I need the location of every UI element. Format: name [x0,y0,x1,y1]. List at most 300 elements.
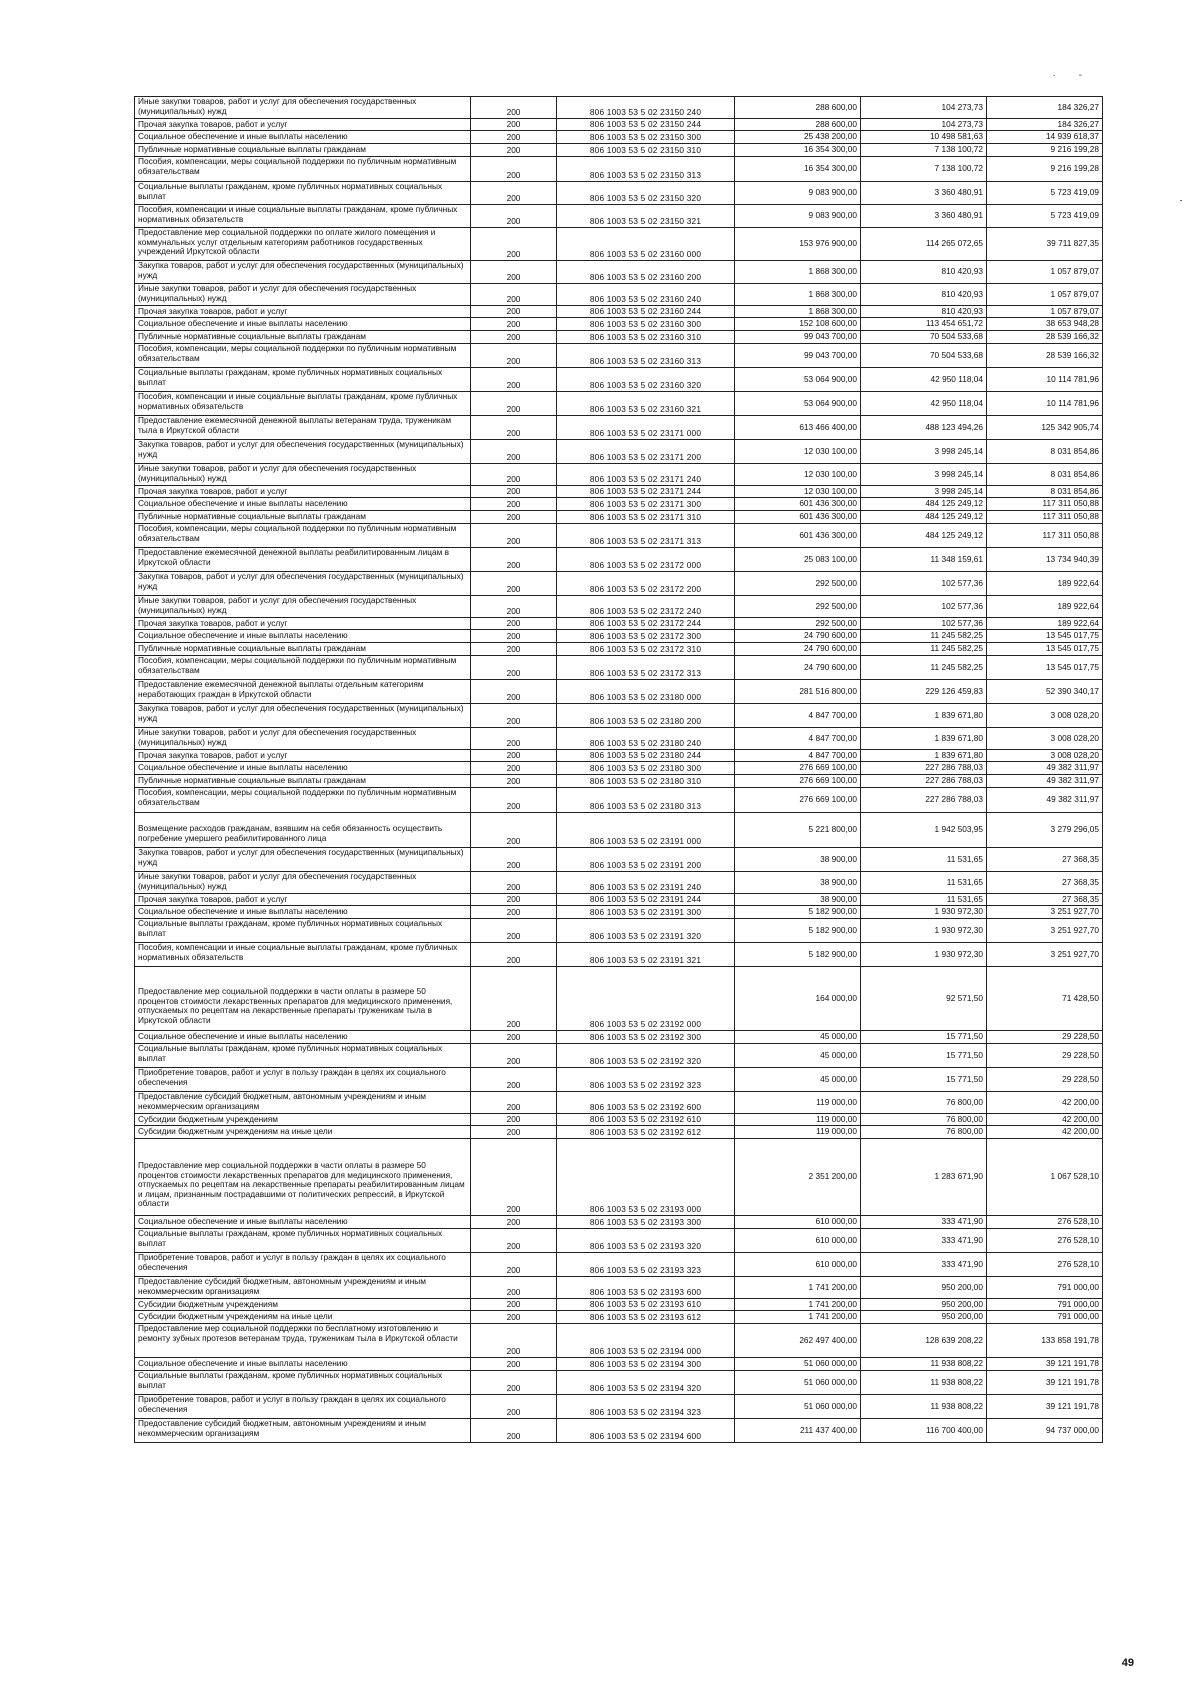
cell-executed-amount: 11 245 582,25 [861,656,987,680]
cell-remaining-amount: 3 008 028,20 [987,750,1103,762]
table-row [135,872,1103,894]
cell-expenditure-name: Предоставление мер социальной поддержки в части оплаты в размере 50 процентов стоимости лекарственных препаратов для медицинского применения, отпускаемых по рецептам на лекарственные препараты труженикам тыла в Иркутской области [135,967,471,1031]
cell-line-code: 200 [471,1126,557,1139]
cell-executed-amount: 333 471,90 [861,1216,987,1229]
cell-approved-amount: 25 083 100,00 [735,548,861,572]
cell-expenditure-name: Закупка товаров, работ и услуг для обеспечения государственных (муниципальных) нужд [135,848,471,872]
cell-line-code: 200 [471,906,557,919]
cell-executed-amount: 1 930 972,30 [861,919,987,943]
cell-remaining-amount: 791 000,00 [987,1299,1103,1311]
cell-expenditure-name: Предоставление ежемесячной денежной выплаты отдельным категориям неработающих граждан в Иркутской области [135,680,471,704]
cell-line-code: 200 [471,182,557,205]
cell-expenditure-name: Предоставление субсидий бюджетным, автономным учреждениям и иным некоммерческим организациям [135,1092,471,1114]
cell-approved-amount: 262 497 400,00 [735,1324,861,1358]
cell-remaining-amount: 9 216 199,28 [987,144,1103,157]
table-row [135,131,1103,144]
cell-approved-amount: 1 868 300,00 [735,306,861,318]
cell-approved-amount: 5 182 900,00 [735,919,861,943]
cell-line-code: 200 [471,1253,557,1277]
cell-line-code: 200 [471,368,557,392]
cell-approved-amount: 610 000,00 [735,1253,861,1277]
cell-line-code: 200 [471,344,557,368]
cell-line-code: 200 [471,1419,557,1443]
cell-executed-amount: 1 942 503,95 [861,813,987,848]
cell-line-code: 200 [471,464,557,486]
cell-remaining-amount: 3 008 028,20 [987,728,1103,750]
table-row [135,596,1103,618]
table-row [135,630,1103,643]
table-row [135,498,1103,511]
cell-executed-amount: 92 571,50 [861,967,987,1031]
table-row [135,306,1103,318]
cell-executed-amount: 1 930 972,30 [861,943,987,967]
cell-line-code: 200 [471,1311,557,1324]
cell-remaining-amount: 10 114 781,96 [987,392,1103,416]
cell-approved-amount: 38 900,00 [735,848,861,872]
cell-line-code: 200 [471,1358,557,1371]
cell-remaining-amount: 39 711 827,35 [987,228,1103,261]
table-row [135,813,1103,848]
table-row [135,906,1103,919]
cell-line-code: 200 [471,704,557,728]
cell-approved-amount: 119 000,00 [735,1126,861,1139]
cell-executed-amount: 7 138 100,72 [861,144,987,157]
cell-executed-amount: 102 577,36 [861,572,987,596]
cell-expenditure-name: Социальные выплаты гражданам, кроме публичных нормативных социальных выплат [135,1371,471,1395]
cell-budget-classification-code: 806 1003 53 5 02 23193 610 [557,1299,735,1311]
cell-expenditure-name: Закупка товаров, работ и услуг для обеспечения государственных (муниципальных) нужд [135,440,471,464]
cell-remaining-amount: 3 008 028,20 [987,704,1103,728]
cell-executed-amount: 76 800,00 [861,1126,987,1139]
cell-executed-amount: 1 839 671,80 [861,750,987,762]
cell-approved-amount: 24 790 600,00 [735,630,861,643]
cell-approved-amount: 601 436 300,00 [735,511,861,524]
cell-remaining-amount: 8 031 854,86 [987,440,1103,464]
cell-line-code: 200 [471,440,557,464]
cell-budget-classification-code: 806 1003 53 5 02 23194 320 [557,1371,735,1395]
cell-budget-classification-code: 806 1003 53 5 02 23192 612 [557,1126,735,1139]
table-row [135,464,1103,486]
cell-budget-classification-code: 806 1003 53 5 02 23171 310 [557,511,735,524]
cell-executed-amount: 104 273,73 [861,97,987,119]
cell-line-code: 200 [471,872,557,894]
cell-remaining-amount: 276 528,10 [987,1253,1103,1277]
cell-remaining-amount: 94 737 000,00 [987,1419,1103,1443]
table-row [135,1031,1103,1044]
table-row [135,788,1103,813]
cell-expenditure-name: Предоставление субсидий бюджетным, автономным учреждениям и иным некоммерческим организациям [135,1419,471,1443]
cell-budget-classification-code: 806 1003 53 5 02 23180 240 [557,728,735,750]
cell-line-code: 200 [471,1299,557,1311]
cell-line-code: 200 [471,486,557,498]
cell-approved-amount: 211 437 400,00 [735,1419,861,1443]
cell-approved-amount: 9 083 900,00 [735,182,861,205]
cell-expenditure-name: Предоставление мер социальной поддержки в части оплаты в размере 50 процентов стоимости лекарственных препаратов для медицинского применения, отпускаемых по рецептам на лекарственные препараты реабилитированным лицам и лицам, признанным пострадавшими от политических репрессий, в Иркутской области [135,1139,471,1216]
cell-approved-amount: 1 741 200,00 [735,1311,861,1324]
table-row [135,524,1103,548]
cell-executed-amount: 11 938 808,22 [861,1371,987,1395]
cell-remaining-amount: 9 216 199,28 [987,157,1103,182]
cell-line-code: 200 [471,392,557,416]
cell-line-code: 200 [471,119,557,131]
cell-expenditure-name: Иные закупки товаров, работ и услуг для обеспечения государственных (муниципальных) нужд [135,284,471,306]
cell-remaining-amount: 791 000,00 [987,1277,1103,1299]
table-row [135,762,1103,775]
cell-executed-amount: 810 420,93 [861,306,987,318]
cell-executed-amount: 11 531,65 [861,894,987,906]
cell-remaining-amount: 791 000,00 [987,1311,1103,1324]
cell-approved-amount: 53 064 900,00 [735,392,861,416]
cell-approved-amount: 119 000,00 [735,1092,861,1114]
table-row [135,1092,1103,1114]
cell-line-code: 200 [471,967,557,1031]
cell-remaining-amount: 27 368,35 [987,894,1103,906]
table-row [135,643,1103,656]
cell-remaining-amount: 117 311 050,88 [987,511,1103,524]
cell-budget-classification-code: 806 1003 53 5 02 23191 244 [557,894,735,906]
cell-expenditure-name: Субсидии бюджетным учреждениям [135,1114,471,1126]
cell-remaining-amount: 189 922,64 [987,618,1103,630]
cell-approved-amount: 25 438 200,00 [735,131,861,144]
cell-approved-amount: 45 000,00 [735,1044,861,1068]
cell-budget-classification-code: 806 1003 53 5 02 23160 320 [557,368,735,392]
cell-budget-classification-code: 806 1003 53 5 02 23194 600 [557,1419,735,1443]
cell-expenditure-name: Пособия, компенсации, меры социальной поддержки по публичным нормативным обязательствам [135,344,471,368]
cell-expenditure-name: Предоставление ежемесячной денежной выплаты реабилитированным лицам в Иркутской области [135,548,471,572]
cell-approved-amount: 152 108 600,00 [735,318,861,331]
cell-budget-classification-code: 806 1003 53 5 02 23193 323 [557,1253,735,1277]
cell-budget-classification-code: 806 1003 53 5 02 23172 244 [557,618,735,630]
cell-remaining-amount: 13 734 940,39 [987,548,1103,572]
cell-approved-amount: 288 600,00 [735,119,861,131]
cell-executed-amount: 484 125 249,12 [861,524,987,548]
cell-executed-amount: 15 771,50 [861,1031,987,1044]
cell-budget-classification-code: 806 1003 53 5 02 23191 000 [557,813,735,848]
cell-line-code: 200 [471,1044,557,1068]
cell-budget-classification-code: 806 1003 53 5 02 23160 300 [557,318,735,331]
cell-budget-classification-code: 806 1003 53 5 02 23171 313 [557,524,735,548]
cell-executed-amount: 11 348 159,61 [861,548,987,572]
table-row [135,331,1103,344]
cell-budget-classification-code: 806 1003 53 5 02 23194 323 [557,1395,735,1419]
cell-expenditure-name: Предоставление мер социальной поддержки по оплате жилого помещения и коммунальных услуг отдельным категориям работников государственных учреждений Иркутской области [135,228,471,261]
cell-budget-classification-code: 806 1003 53 5 02 23172 313 [557,656,735,680]
table-row [135,1324,1103,1358]
cell-approved-amount: 38 900,00 [735,894,861,906]
cell-line-code: 200 [471,1092,557,1114]
cell-expenditure-name: Пособия, компенсации, меры социальной поддержки по публичным нормативным обязательствам [135,157,471,182]
cell-executed-amount: 3 360 480,91 [861,182,987,205]
table-row [135,1229,1103,1253]
cell-budget-classification-code: 806 1003 53 5 02 23150 321 [557,205,735,228]
cell-approved-amount: 288 600,00 [735,97,861,119]
cell-budget-classification-code: 806 1003 53 5 02 23192 300 [557,1031,735,1044]
cell-budget-classification-code: 806 1003 53 5 02 23160 321 [557,392,735,416]
cell-budget-classification-code: 806 1003 53 5 02 23193 000 [557,1139,735,1216]
cell-remaining-amount: 276 528,10 [987,1216,1103,1229]
cell-budget-classification-code: 806 1003 53 5 02 23192 323 [557,1068,735,1092]
cell-remaining-amount: 3 279 296,05 [987,813,1103,848]
cell-executed-amount: 11 531,65 [861,848,987,872]
cell-expenditure-name: Закупка товаров, работ и услуг для обеспечения государственных (муниципальных) нужд [135,572,471,596]
cell-remaining-amount: 71 428,50 [987,967,1103,1031]
cell-budget-classification-code: 806 1003 53 5 02 23193 320 [557,1229,735,1253]
cell-executed-amount: 114 265 072,65 [861,228,987,261]
cell-approved-amount: 51 060 000,00 [735,1395,861,1419]
cell-executed-amount: 227 286 788,03 [861,775,987,788]
corner-mark: · - [1052,70,1092,81]
cell-approved-amount: 24 790 600,00 [735,656,861,680]
cell-remaining-amount: 184 326,27 [987,119,1103,131]
cell-approved-amount: 45 000,00 [735,1068,861,1092]
cell-approved-amount: 4 847 700,00 [735,704,861,728]
cell-budget-classification-code: 806 1003 53 5 02 23150 240 [557,97,735,119]
cell-line-code: 200 [471,1371,557,1395]
cell-expenditure-name: Публичные нормативные социальные выплаты гражданам [135,643,471,656]
cell-budget-classification-code: 806 1003 53 5 02 23171 244 [557,486,735,498]
cell-line-code: 200 [471,228,557,261]
cell-remaining-amount: 28 539 166,32 [987,331,1103,344]
cell-remaining-amount: 42 200,00 [987,1092,1103,1114]
cell-budget-classification-code: 806 1003 53 5 02 23192 610 [557,1114,735,1126]
cell-approved-amount: 613 466 400,00 [735,416,861,440]
cell-executed-amount: 229 126 459,83 [861,680,987,704]
cell-budget-classification-code: 806 1003 53 5 02 23171 300 [557,498,735,511]
cell-remaining-amount: 8 031 854,86 [987,464,1103,486]
cell-executed-amount: 3 360 480,91 [861,205,987,228]
cell-approved-amount: 1 741 200,00 [735,1277,861,1299]
cell-expenditure-name: Социальное обеспечение и иные выплаты населению [135,318,471,331]
cell-remaining-amount: 8 031 854,86 [987,486,1103,498]
cell-remaining-amount: 1 067 528,10 [987,1139,1103,1216]
table-row [135,144,1103,157]
cell-budget-classification-code: 806 1003 53 5 02 23180 313 [557,788,735,813]
cell-approved-amount: 16 354 300,00 [735,157,861,182]
cell-line-code: 200 [471,680,557,704]
cell-remaining-amount: 29 228,50 [987,1044,1103,1068]
cell-expenditure-name: Иные закупки товаров, работ и услуг для обеспечения государственных (муниципальных) нужд [135,872,471,894]
cell-line-code: 200 [471,261,557,284]
cell-executed-amount: 102 577,36 [861,596,987,618]
cell-executed-amount: 484 125 249,12 [861,511,987,524]
cell-remaining-amount: 3 251 927,70 [987,943,1103,967]
scan-edge-tick [1180,200,1182,201]
cell-expenditure-name: Иные закупки товаров, работ и услуг для обеспечения государственных (муниципальных) нужд [135,97,471,119]
cell-expenditure-name: Социальные выплаты гражданам, кроме публичных нормативных социальных выплат [135,1044,471,1068]
cell-line-code: 200 [471,919,557,943]
cell-remaining-amount: 27 368,35 [987,872,1103,894]
cell-budget-classification-code: 806 1003 53 5 02 23160 240 [557,284,735,306]
cell-budget-classification-code: 806 1003 53 5 02 23171 200 [557,440,735,464]
cell-approved-amount: 1 741 200,00 [735,1299,861,1311]
cell-remaining-amount: 13 545 017,75 [987,643,1103,656]
cell-remaining-amount: 52 390 340,17 [987,680,1103,704]
cell-executed-amount: 11 531,65 [861,872,987,894]
table-row [135,704,1103,728]
cell-approved-amount: 276 669 100,00 [735,788,861,813]
cell-executed-amount: 11 938 808,22 [861,1395,987,1419]
cell-line-code: 200 [471,656,557,680]
cell-executed-amount: 810 420,93 [861,284,987,306]
cell-budget-classification-code: 806 1003 53 5 02 23180 310 [557,775,735,788]
cell-expenditure-name: Публичные нормативные социальные выплаты гражданам [135,775,471,788]
cell-approved-amount: 1 868 300,00 [735,284,861,306]
cell-expenditure-name: Закупка товаров, работ и услуг для обеспечения государственных (муниципальных) нужд [135,261,471,284]
budget-report-sheet [134,96,1102,1443]
table-row [135,368,1103,392]
cell-executed-amount: 11 938 808,22 [861,1358,987,1371]
cell-line-code: 200 [471,144,557,157]
cell-remaining-amount: 39 121 191,78 [987,1358,1103,1371]
cell-remaining-amount: 13 545 017,75 [987,630,1103,643]
cell-expenditure-name: Социальные выплаты гражданам, кроме публичных нормативных социальных выплат [135,919,471,943]
cell-executed-amount: 1 930 972,30 [861,906,987,919]
cell-line-code: 200 [471,813,557,848]
cell-approved-amount: 276 669 100,00 [735,762,861,775]
cell-budget-classification-code: 806 1003 53 5 02 23150 320 [557,182,735,205]
cell-remaining-amount: 42 200,00 [987,1114,1103,1126]
table-row [135,572,1103,596]
cell-remaining-amount: 117 311 050,88 [987,498,1103,511]
cell-expenditure-name: Пособия, компенсации, меры социальной поддержки по публичным нормативным обязательствам [135,656,471,680]
cell-line-code: 200 [471,511,557,524]
cell-executed-amount: 102 577,36 [861,618,987,630]
cell-approved-amount: 119 000,00 [735,1114,861,1126]
table-row [135,440,1103,464]
cell-line-code: 200 [471,318,557,331]
cell-expenditure-name: Прочая закупка товаров, работ и услуг [135,750,471,762]
cell-remaining-amount: 5 723 419,09 [987,182,1103,205]
cell-executed-amount: 113 454 651,72 [861,318,987,331]
cell-budget-classification-code: 806 1003 53 5 02 23192 600 [557,1092,735,1114]
cell-line-code: 200 [471,524,557,548]
cell-line-code: 200 [471,596,557,618]
cell-remaining-amount: 14 939 618,37 [987,131,1103,144]
table-row [135,548,1103,572]
table-row [135,1419,1103,1443]
cell-line-code: 200 [471,157,557,182]
cell-executed-amount: 333 471,90 [861,1229,987,1253]
cell-approved-amount: 45 000,00 [735,1031,861,1044]
cell-approved-amount: 292 500,00 [735,596,861,618]
cell-remaining-amount: 3 251 927,70 [987,906,1103,919]
cell-expenditure-name: Прочая закупка товаров, работ и услуг [135,486,471,498]
table-row [135,919,1103,943]
cell-expenditure-name: Приобретение товаров, работ и услуг в пользу граждан в целях их социального обеспечения [135,1253,471,1277]
cell-executed-amount: 1 839 671,80 [861,704,987,728]
cell-approved-amount: 12 030 100,00 [735,464,861,486]
table-row [135,775,1103,788]
cell-budget-classification-code: 806 1003 53 5 02 23193 612 [557,1311,735,1324]
cell-remaining-amount: 133 858 191,78 [987,1324,1103,1358]
cell-expenditure-name: Предоставление субсидий бюджетным, автономным учреждениям и иным некоммерческим организациям [135,1277,471,1299]
cell-expenditure-name: Социальное обеспечение и иные выплаты населению [135,906,471,919]
cell-executed-amount: 7 138 100,72 [861,157,987,182]
table-row [135,680,1103,704]
table-row [135,618,1103,630]
cell-line-code: 200 [471,1395,557,1419]
table-row [135,1395,1103,1419]
cell-executed-amount: 484 125 249,12 [861,498,987,511]
cell-approved-amount: 610 000,00 [735,1229,861,1253]
cell-executed-amount: 950 200,00 [861,1311,987,1324]
table-row [135,392,1103,416]
cell-executed-amount: 104 273,73 [861,119,987,131]
cell-executed-amount: 488 123 494,26 [861,416,987,440]
cell-executed-amount: 1 283 671,90 [861,1139,987,1216]
cell-expenditure-name: Социальное обеспечение и иные выплаты населению [135,1358,471,1371]
cell-expenditure-name: Приобретение товаров, работ и услуг в пользу граждан в целях их социального обеспечения [135,1068,471,1092]
cell-remaining-amount: 3 251 927,70 [987,919,1103,943]
cell-expenditure-name: Социальное обеспечение и иные выплаты населению [135,498,471,511]
cell-expenditure-name: Возмещение расходов гражданам, взявшим на себя обязанность осуществить погребение умершего реабилитированного лица [135,813,471,848]
cell-approved-amount: 292 500,00 [735,618,861,630]
cell-line-code: 200 [471,572,557,596]
cell-expenditure-name: Социальные выплаты гражданам, кроме публичных нормативных социальных выплат [135,1229,471,1253]
cell-approved-amount: 281 516 800,00 [735,680,861,704]
cell-approved-amount: 601 436 300,00 [735,498,861,511]
cell-line-code: 200 [471,205,557,228]
cell-approved-amount: 51 060 000,00 [735,1358,861,1371]
cell-approved-amount: 601 436 300,00 [735,524,861,548]
cell-line-code: 200 [471,775,557,788]
table-row [135,848,1103,872]
cell-expenditure-name: Предоставление мер социальной поддержки по бесплатному изготовлению и ремонту зубных протезов ветеранам труда, труженикам тыла в Иркутской области [135,1324,471,1358]
table-row [135,1371,1103,1395]
table-row [135,1139,1103,1216]
page-number: 49 [1121,1657,1134,1669]
cell-budget-classification-code: 806 1003 53 5 02 23160 313 [557,344,735,368]
cell-expenditure-name: Пособия, компенсации и иные социальные выплаты гражданам, кроме публичных нормативных обязательств [135,392,471,416]
cell-approved-amount: 4 847 700,00 [735,728,861,750]
table-row [135,894,1103,906]
cell-budget-classification-code: 806 1003 53 5 02 23171 000 [557,416,735,440]
cell-approved-amount: 12 030 100,00 [735,440,861,464]
cell-executed-amount: 10 498 581,63 [861,131,987,144]
cell-budget-classification-code: 806 1003 53 5 02 23180 200 [557,704,735,728]
cell-expenditure-name: Иные закупки товаров, работ и услуг для обеспечения государственных (муниципальных) нужд [135,596,471,618]
cell-executed-amount: 950 200,00 [861,1299,987,1311]
cell-budget-classification-code: 806 1003 53 5 02 23150 300 [557,131,735,144]
cell-line-code: 200 [471,728,557,750]
cell-approved-amount: 153 976 900,00 [735,228,861,261]
cell-approved-amount: 1 868 300,00 [735,261,861,284]
cell-budget-classification-code: 806 1003 53 5 02 23194 000 [557,1324,735,1358]
table-row [135,1299,1103,1311]
cell-line-code: 200 [471,284,557,306]
cell-budget-classification-code: 806 1003 53 5 02 23160 200 [557,261,735,284]
cell-line-code: 200 [471,306,557,318]
cell-remaining-amount: 189 922,64 [987,596,1103,618]
cell-executed-amount: 76 800,00 [861,1092,987,1114]
cell-budget-classification-code: 806 1003 53 5 02 23150 313 [557,157,735,182]
cell-line-code: 200 [471,788,557,813]
cell-line-code: 200 [471,1114,557,1126]
table-row [135,119,1103,131]
cell-remaining-amount: 276 528,10 [987,1229,1103,1253]
cell-remaining-amount: 1 057 879,07 [987,306,1103,318]
cell-budget-classification-code: 806 1003 53 5 02 23193 600 [557,1277,735,1299]
table-row [135,1044,1103,1068]
table-row [135,261,1103,284]
cell-expenditure-name: Публичные нормативные социальные выплаты гражданам [135,511,471,524]
cell-line-code: 200 [471,548,557,572]
cell-budget-classification-code: 806 1003 53 5 02 23172 240 [557,596,735,618]
cell-expenditure-name: Субсидии бюджетным учреждениям [135,1299,471,1311]
table-body [135,97,1103,1443]
cell-line-code: 200 [471,618,557,630]
cell-approved-amount: 38 900,00 [735,872,861,894]
